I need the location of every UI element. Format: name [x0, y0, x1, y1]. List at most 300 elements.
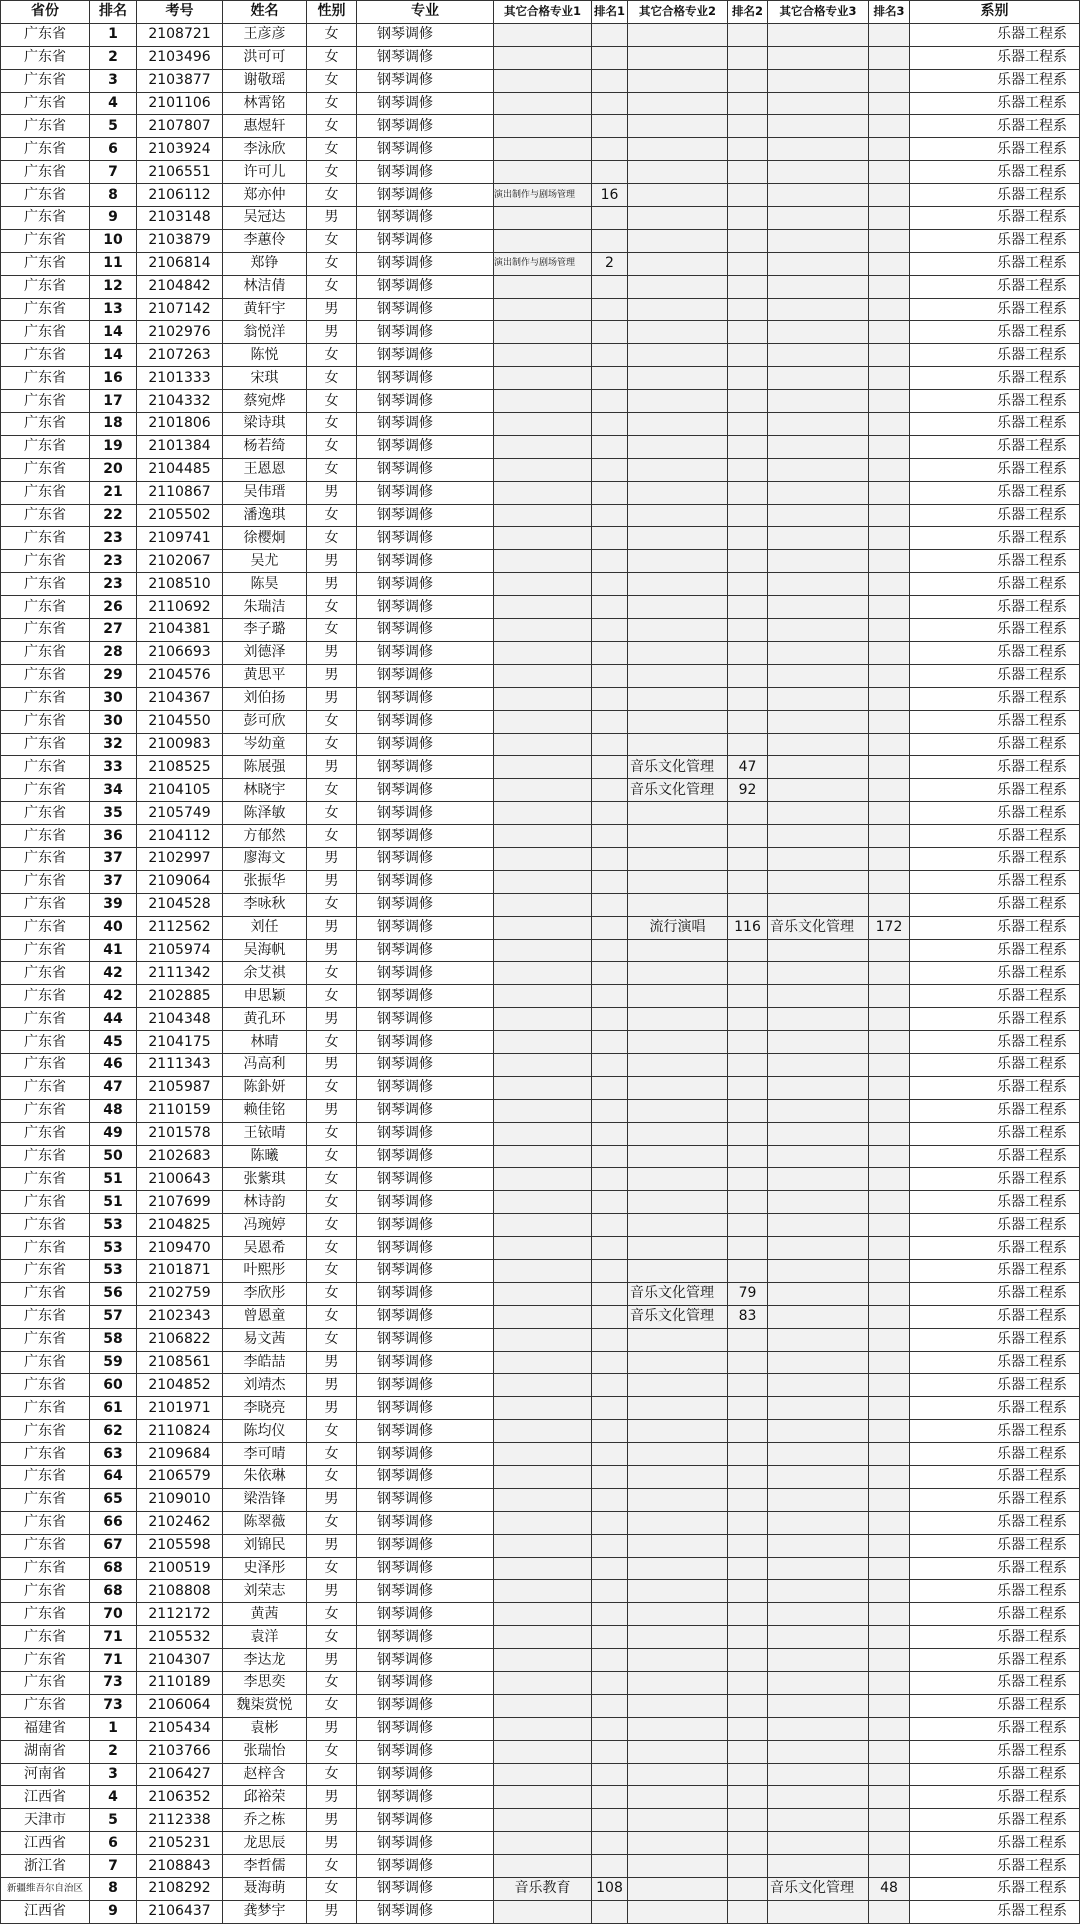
cell-exam-no: 2102976 [137, 321, 223, 344]
cell-name: 李晓亮 [223, 1397, 307, 1420]
cell-alt-major2 [628, 1626, 728, 1649]
table-row [1, 161, 1080, 184]
cell-dept: 乐器工程系 [910, 802, 1080, 825]
table-row [1, 619, 1080, 642]
cell-rank2 [728, 1466, 768, 1489]
cell-name: 陈展强 [223, 756, 307, 779]
cell-alt-major3 [768, 1626, 869, 1649]
cell-major: 钢琴调修 [357, 504, 494, 527]
table-row [1, 573, 1080, 596]
cell-gender: 女 [307, 69, 357, 92]
cell-rank1 [592, 870, 628, 893]
cell-rank: 23 [90, 527, 137, 550]
cell-rank: 73 [90, 1694, 137, 1717]
cell-rank3: 172 [869, 916, 910, 939]
cell-rank3 [869, 596, 910, 619]
cell-gender: 女 [307, 1511, 357, 1534]
cell-rank: 3 [90, 1763, 137, 1786]
cell-rank2 [728, 939, 768, 962]
cell-rank1 [592, 321, 628, 344]
cell-rank2: 47 [728, 756, 768, 779]
header-gender: 性别 [307, 1, 357, 24]
cell-province: 广东省 [1, 1237, 90, 1260]
cell-rank: 7 [90, 1855, 137, 1878]
cell-rank: 28 [90, 641, 137, 664]
cell-dept: 乐器工程系 [910, 1466, 1080, 1489]
cell-gender: 男 [307, 1900, 357, 1923]
cell-alt-major2 [628, 1740, 728, 1763]
cell-rank: 33 [90, 756, 137, 779]
cell-rank: 40 [90, 916, 137, 939]
cell-rank1 [592, 115, 628, 138]
cell-alt-major2 [628, 573, 728, 596]
cell-alt-major3 [768, 435, 869, 458]
cell-rank2 [728, 1626, 768, 1649]
cell-major: 钢琴调修 [357, 916, 494, 939]
cell-major: 钢琴调修 [357, 298, 494, 321]
cell-alt-major3 [768, 1008, 869, 1031]
table-row [1, 1191, 1080, 1214]
cell-name: 彭可欣 [223, 710, 307, 733]
table-row [1, 641, 1080, 664]
cell-alt-major2: 流行演唱 [628, 916, 728, 939]
cell-rank3 [869, 1809, 910, 1832]
cell-rank3 [869, 1717, 910, 1740]
cell-rank2 [728, 207, 768, 230]
table-row [1, 985, 1080, 1008]
cell-rank2 [728, 1786, 768, 1809]
cell-rank: 12 [90, 275, 137, 298]
cell-province: 广东省 [1, 1351, 90, 1374]
cell-dept: 乐器工程系 [910, 1672, 1080, 1695]
cell-dept: 乐器工程系 [910, 710, 1080, 733]
cell-alt-major2 [628, 619, 728, 642]
cell-alt-major1 [494, 916, 592, 939]
cell-major: 钢琴调修 [357, 481, 494, 504]
header-dept: 系别 [910, 1, 1080, 24]
cell-rank1 [592, 1008, 628, 1031]
cell-rank1 [592, 161, 628, 184]
table-row [1, 1557, 1080, 1580]
cell-rank3 [869, 390, 910, 413]
cell-exam-no: 2103496 [137, 46, 223, 69]
cell-rank2 [728, 1672, 768, 1695]
cell-rank1 [592, 207, 628, 230]
cell-major: 钢琴调修 [357, 92, 494, 115]
cell-rank3 [869, 573, 910, 596]
cell-exam-no: 2112172 [137, 1603, 223, 1626]
cell-name: 陈悦 [223, 344, 307, 367]
cell-rank2 [728, 481, 768, 504]
cell-dept: 乐器工程系 [910, 1626, 1080, 1649]
cell-rank2 [728, 847, 768, 870]
cell-alt-major1 [494, 664, 592, 687]
table-row [1, 1328, 1080, 1351]
cell-rank3 [869, 802, 910, 825]
cell-alt-major3 [768, 115, 869, 138]
cell-alt-major3 [768, 1740, 869, 1763]
cell-rank1 [592, 435, 628, 458]
table-row [1, 1420, 1080, 1443]
cell-rank3 [869, 550, 910, 573]
cell-major: 钢琴调修 [357, 1351, 494, 1374]
cell-exam-no: 2110159 [137, 1099, 223, 1122]
header-province: 省份 [1, 1, 90, 24]
cell-dept: 乐器工程系 [910, 893, 1080, 916]
cell-rank: 68 [90, 1580, 137, 1603]
cell-name: 岑幼童 [223, 733, 307, 756]
cell-rank2 [728, 367, 768, 390]
table-row [1, 1031, 1080, 1054]
cell-major: 钢琴调修 [357, 367, 494, 390]
cell-name: 袁洋 [223, 1626, 307, 1649]
cell-rank2 [728, 1008, 768, 1031]
cell-province: 广东省 [1, 390, 90, 413]
cell-alt-major3 [768, 847, 869, 870]
cell-exam-no: 2108525 [137, 756, 223, 779]
cell-alt-major3 [768, 1466, 869, 1489]
cell-dept: 乐器工程系 [910, 1649, 1080, 1672]
cell-province: 新疆维吾尔自治区 [1, 1878, 90, 1901]
cell-gender: 女 [307, 252, 357, 275]
cell-rank3 [869, 1076, 910, 1099]
cell-alt-major2 [628, 1649, 728, 1672]
cell-alt-major2 [628, 1855, 728, 1878]
cell-alt-major3 [768, 1900, 869, 1923]
cell-alt-major1 [494, 1580, 592, 1603]
table-row [1, 527, 1080, 550]
cell-alt-major3 [768, 939, 869, 962]
cell-province: 湖南省 [1, 1740, 90, 1763]
cell-name: 史泽彤 [223, 1557, 307, 1580]
cell-alt-major1 [494, 573, 592, 596]
cell-name: 赵梓含 [223, 1763, 307, 1786]
cell-province: 广东省 [1, 161, 90, 184]
cell-alt-major2: 音乐文化管理 [628, 779, 728, 802]
cell-rank3 [869, 1008, 910, 1031]
cell-alt-major3 [768, 1786, 869, 1809]
cell-gender: 女 [307, 1878, 357, 1901]
cell-alt-major1 [494, 1466, 592, 1489]
cell-name: 林洁倩 [223, 275, 307, 298]
cell-rank3 [869, 1328, 910, 1351]
cell-rank2 [728, 1259, 768, 1282]
cell-rank3 [869, 1031, 910, 1054]
cell-alt-major2 [628, 1076, 728, 1099]
cell-alt-major2 [628, 893, 728, 916]
cell-rank2 [728, 1374, 768, 1397]
cell-alt-major3 [768, 458, 869, 481]
cell-rank1 [592, 1694, 628, 1717]
cell-alt-major3 [768, 275, 869, 298]
cell-exam-no: 2100643 [137, 1168, 223, 1191]
cell-alt-major2 [628, 1557, 728, 1580]
cell-major: 钢琴调修 [357, 756, 494, 779]
cell-rank: 45 [90, 1031, 137, 1054]
cell-name: 梁诗琪 [223, 413, 307, 436]
cell-rank2: 116 [728, 916, 768, 939]
cell-rank: 4 [90, 92, 137, 115]
cell-dept: 乐器工程系 [910, 573, 1080, 596]
cell-rank1 [592, 1076, 628, 1099]
table-row [1, 46, 1080, 69]
cell-exam-no: 2106427 [137, 1763, 223, 1786]
cell-gender: 男 [307, 664, 357, 687]
header-alt-major1: 其它合格专业1 [494, 1, 592, 24]
cell-alt-major1 [494, 825, 592, 848]
cell-alt-major2 [628, 1580, 728, 1603]
cell-exam-no: 2106814 [137, 252, 223, 275]
cell-dept: 乐器工程系 [910, 92, 1080, 115]
cell-exam-no: 2101384 [137, 435, 223, 458]
cell-alt-major3 [768, 870, 869, 893]
cell-name: 刘德泽 [223, 641, 307, 664]
cell-province: 广东省 [1, 184, 90, 207]
cell-alt-major1 [494, 1191, 592, 1214]
cell-rank: 4 [90, 1786, 137, 1809]
cell-major: 钢琴调修 [357, 1191, 494, 1214]
table-row [1, 1763, 1080, 1786]
table-row [1, 344, 1080, 367]
table-row [1, 1740, 1080, 1763]
cell-province: 广东省 [1, 1099, 90, 1122]
cell-rank1 [592, 1328, 628, 1351]
cell-alt-major2 [628, 1672, 728, 1695]
cell-dept: 乐器工程系 [910, 1763, 1080, 1786]
cell-rank1 [592, 687, 628, 710]
cell-rank1 [592, 1786, 628, 1809]
cell-exam-no: 2104105 [137, 779, 223, 802]
cell-gender: 女 [307, 1672, 357, 1695]
header-rank1: 排名1 [592, 1, 628, 24]
cell-exam-no: 2107142 [137, 298, 223, 321]
cell-dept: 乐器工程系 [910, 481, 1080, 504]
cell-alt-major3 [768, 1809, 869, 1832]
cell-alt-major1 [494, 207, 592, 230]
cell-alt-major3 [768, 779, 869, 802]
cell-name: 王恩恩 [223, 458, 307, 481]
cell-rank3 [869, 1443, 910, 1466]
cell-rank2 [728, 1809, 768, 1832]
cell-alt-major1 [494, 756, 592, 779]
cell-exam-no: 2105532 [137, 1626, 223, 1649]
cell-province: 广东省 [1, 1374, 90, 1397]
cell-alt-major1: 演出制作与剧场管理 [494, 184, 592, 207]
cell-major: 钢琴调修 [357, 893, 494, 916]
cell-name: 李泳欣 [223, 138, 307, 161]
cell-alt-major1 [494, 1809, 592, 1832]
cell-dept: 乐器工程系 [910, 1259, 1080, 1282]
cell-dept: 乐器工程系 [910, 962, 1080, 985]
cell-rank3 [869, 1237, 910, 1260]
cell-rank3 [869, 1832, 910, 1855]
cell-province: 广东省 [1, 1397, 90, 1420]
cell-alt-major3 [768, 504, 869, 527]
cell-rank: 66 [90, 1511, 137, 1534]
cell-alt-major2 [628, 1374, 728, 1397]
cell-major: 钢琴调修 [357, 1145, 494, 1168]
cell-dept: 乐器工程系 [910, 664, 1080, 687]
table-row [1, 1374, 1080, 1397]
cell-gender: 女 [307, 527, 357, 550]
cell-rank: 19 [90, 435, 137, 458]
cell-dept: 乐器工程系 [910, 1443, 1080, 1466]
cell-exam-no: 2105502 [137, 504, 223, 527]
table-row [1, 321, 1080, 344]
cell-rank: 57 [90, 1305, 137, 1328]
table-row [1, 1443, 1080, 1466]
cell-name: 许可儿 [223, 161, 307, 184]
cell-dept: 乐器工程系 [910, 1122, 1080, 1145]
cell-gender: 女 [307, 962, 357, 985]
cell-alt-major3 [768, 252, 869, 275]
cell-rank: 65 [90, 1488, 137, 1511]
cell-gender: 女 [307, 1259, 357, 1282]
cell-exam-no: 2110867 [137, 481, 223, 504]
cell-gender: 女 [307, 1466, 357, 1489]
cell-dept: 乐器工程系 [910, 458, 1080, 481]
cell-name: 朱依琳 [223, 1466, 307, 1489]
cell-rank2 [728, 1099, 768, 1122]
cell-dept: 乐器工程系 [910, 1900, 1080, 1923]
cell-province: 广东省 [1, 298, 90, 321]
cell-alt-major3 [768, 596, 869, 619]
table-row [1, 390, 1080, 413]
cell-name: 李可晴 [223, 1443, 307, 1466]
cell-province: 广东省 [1, 321, 90, 344]
cell-dept: 乐器工程系 [910, 1420, 1080, 1443]
cell-rank1 [592, 619, 628, 642]
cell-major: 钢琴调修 [357, 69, 494, 92]
cell-rank3 [869, 1740, 910, 1763]
cell-major: 钢琴调修 [357, 1580, 494, 1603]
cell-alt-major2 [628, 1511, 728, 1534]
cell-rank1 [592, 1122, 628, 1145]
cell-alt-major3 [768, 1832, 869, 1855]
cell-alt-major3: 音乐文化管理 [768, 1878, 869, 1901]
cell-alt-major1 [494, 1237, 592, 1260]
cell-rank: 35 [90, 802, 137, 825]
cell-rank: 5 [90, 1809, 137, 1832]
cell-rank1 [592, 229, 628, 252]
cell-gender: 女 [307, 367, 357, 390]
cell-name: 翁悦洋 [223, 321, 307, 344]
cell-alt-major2 [628, 23, 728, 46]
cell-alt-major3 [768, 1717, 869, 1740]
cell-rank: 11 [90, 252, 137, 275]
cell-dept: 乐器工程系 [910, 138, 1080, 161]
cell-gender: 女 [307, 46, 357, 69]
header-rank: 排名 [90, 1, 137, 24]
cell-alt-major2 [628, 229, 728, 252]
cell-rank2 [728, 1214, 768, 1237]
cell-rank3 [869, 1145, 910, 1168]
cell-rank3 [869, 641, 910, 664]
table-row [1, 1076, 1080, 1099]
cell-alt-major2 [628, 870, 728, 893]
cell-gender: 女 [307, 138, 357, 161]
cell-alt-major2 [628, 69, 728, 92]
table-row [1, 825, 1080, 848]
cell-alt-major3 [768, 550, 869, 573]
cell-exam-no: 2106437 [137, 1900, 223, 1923]
header-name: 姓名 [223, 1, 307, 24]
cell-alt-major2 [628, 1214, 728, 1237]
cell-dept: 乐器工程系 [910, 367, 1080, 390]
cell-rank2 [728, 710, 768, 733]
cell-rank1 [592, 847, 628, 870]
cell-alt-major1 [494, 1832, 592, 1855]
cell-rank2 [728, 252, 768, 275]
cell-alt-major2 [628, 413, 728, 436]
cell-rank: 7 [90, 161, 137, 184]
cell-rank1 [592, 1717, 628, 1740]
cell-alt-major3 [768, 687, 869, 710]
cell-rank1 [592, 550, 628, 573]
cell-name: 袁彬 [223, 1717, 307, 1740]
cell-alt-major3 [768, 962, 869, 985]
cell-rank: 64 [90, 1466, 137, 1489]
cell-rank2 [728, 687, 768, 710]
cell-major: 钢琴调修 [357, 184, 494, 207]
cell-rank2 [728, 641, 768, 664]
cell-rank1 [592, 1672, 628, 1695]
cell-exam-no: 2107263 [137, 344, 223, 367]
cell-rank: 34 [90, 779, 137, 802]
cell-rank3 [869, 207, 910, 230]
cell-alt-major1 [494, 1855, 592, 1878]
cell-rank3 [869, 619, 910, 642]
cell-name: 李皓喆 [223, 1351, 307, 1374]
cell-name: 黄茜 [223, 1603, 307, 1626]
cell-exam-no: 2109010 [137, 1488, 223, 1511]
cell-alt-major1 [494, 596, 592, 619]
cell-rank: 20 [90, 458, 137, 481]
cell-exam-no: 2101333 [137, 367, 223, 390]
cell-exam-no: 2104381 [137, 619, 223, 642]
cell-alt-major1 [494, 1259, 592, 1282]
cell-major: 钢琴调修 [357, 962, 494, 985]
cell-province: 广东省 [1, 1443, 90, 1466]
cell-alt-major2 [628, 1145, 728, 1168]
cell-alt-major2 [628, 1534, 728, 1557]
cell-alt-major2 [628, 1786, 728, 1809]
cell-gender: 女 [307, 1855, 357, 1878]
cell-major: 钢琴调修 [357, 390, 494, 413]
cell-rank2 [728, 1694, 768, 1717]
cell-province: 广东省 [1, 893, 90, 916]
cell-gender: 男 [307, 1580, 357, 1603]
cell-province: 广东省 [1, 46, 90, 69]
cell-province: 广东省 [1, 1053, 90, 1076]
cell-exam-no: 2108843 [137, 1855, 223, 1878]
cell-rank1 [592, 1900, 628, 1923]
cell-province: 广东省 [1, 1282, 90, 1305]
cell-alt-major3 [768, 161, 869, 184]
cell-rank3 [869, 1649, 910, 1672]
cell-exam-no: 2105974 [137, 939, 223, 962]
cell-dept: 乐器工程系 [910, 161, 1080, 184]
cell-rank2 [728, 435, 768, 458]
cell-exam-no: 2103924 [137, 138, 223, 161]
cell-rank1 [592, 92, 628, 115]
cell-rank: 32 [90, 733, 137, 756]
cell-alt-major2 [628, 481, 728, 504]
cell-province: 广东省 [1, 275, 90, 298]
cell-exam-no: 2109741 [137, 527, 223, 550]
table-row [1, 184, 1080, 207]
cell-gender: 女 [307, 23, 357, 46]
